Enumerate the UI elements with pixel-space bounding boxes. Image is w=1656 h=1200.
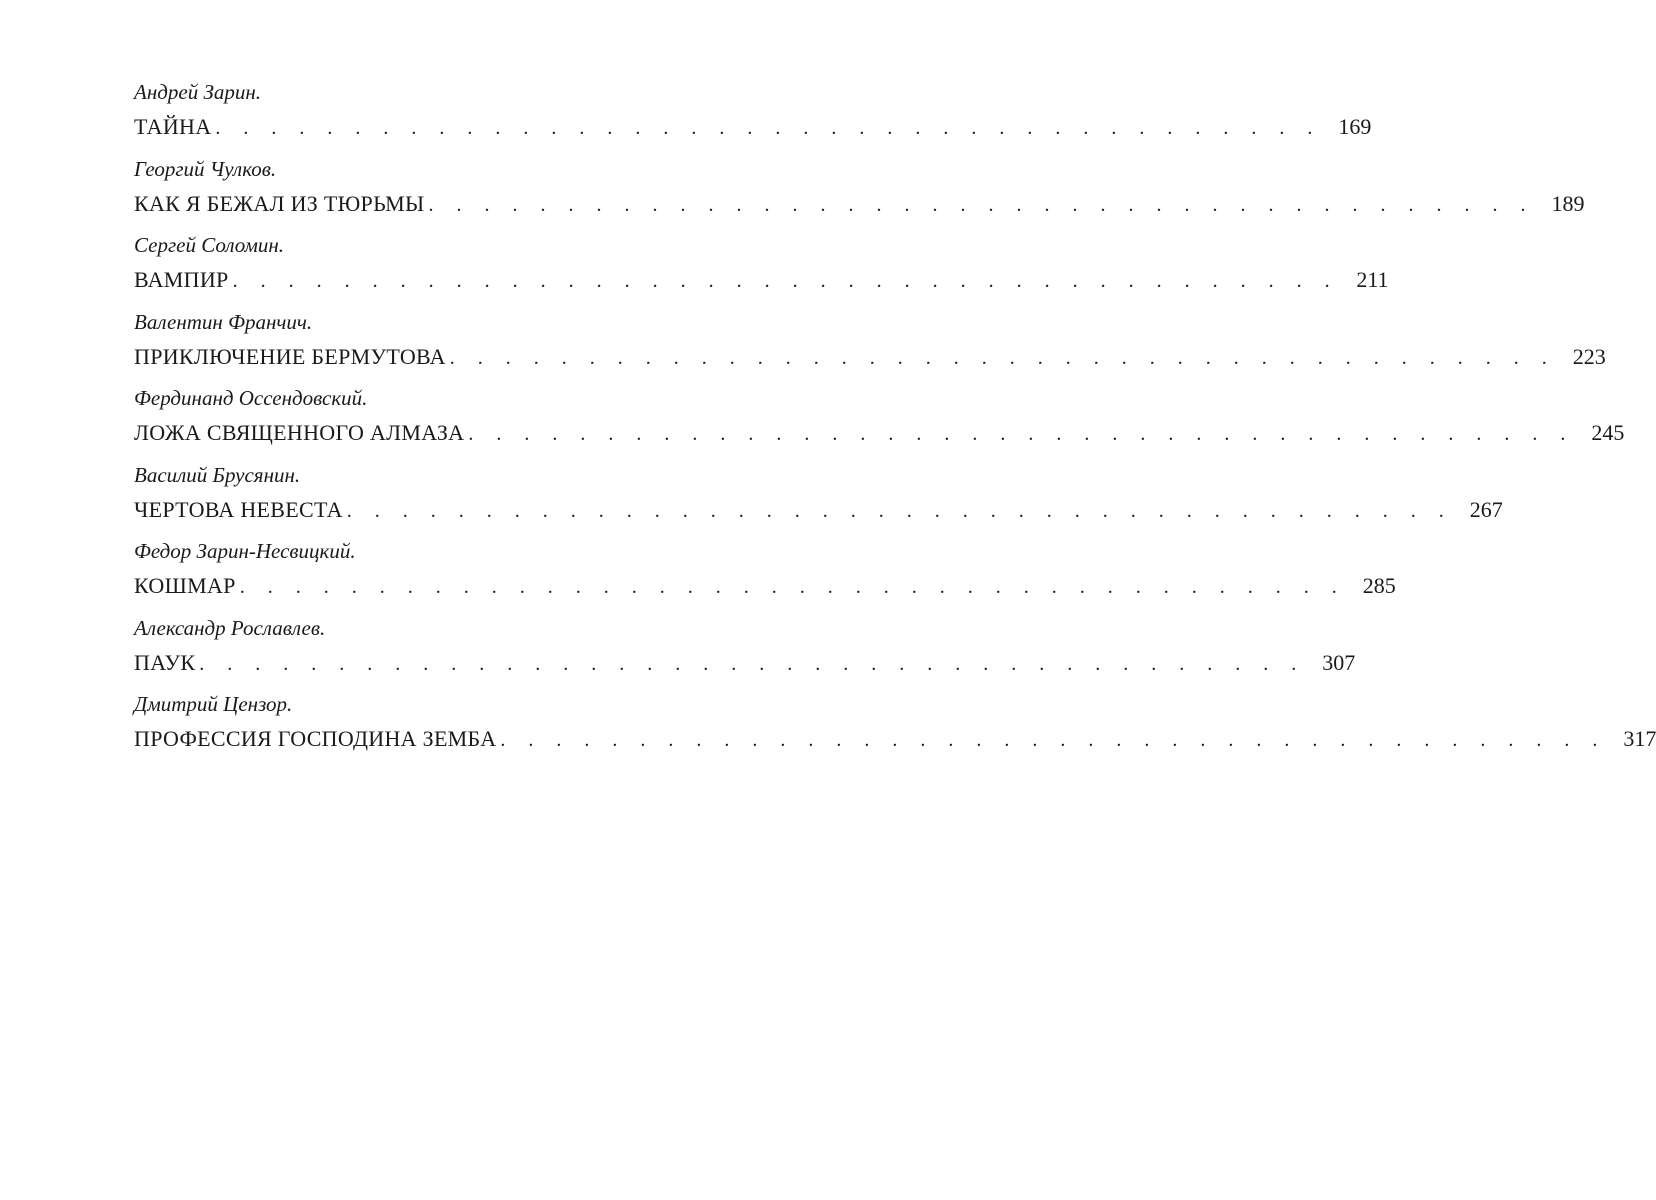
entry-page-number: 223 bbox=[1572, 343, 1606, 369]
toc-entry bbox=[134, 692, 1656, 769]
dot-leader: . . . . . . . . . . . . . . . . . . . . . . . . . . . . . . . . . . . . . . . . bbox=[215, 117, 1322, 139]
entry-page-number: 189 bbox=[1551, 190, 1585, 216]
dot-leader: . . . . . . . . . . . . . . . . . . . . . . . . . . . . . . . . . . . . . . . . bbox=[468, 423, 1575, 445]
dot-leader: . . . . . . . . . . . . . . . . . . . . . . . . . . . . . . . . . . . . . . . . bbox=[239, 576, 1346, 598]
entry-title-line[interactable] bbox=[134, 113, 1372, 142]
toc-entry bbox=[134, 80, 1372, 157]
entry-title: ЧЕРТОВА НЕВЕСТА bbox=[134, 496, 343, 522]
entry-author: Фердинанд Оссендовский. bbox=[134, 386, 368, 410]
entry-page-number: 267 bbox=[1469, 496, 1503, 522]
entry-author: Дмитрий Цензор. bbox=[134, 692, 293, 716]
entry-title-line[interactable] bbox=[134, 419, 1625, 448]
entry-title-line[interactable] bbox=[134, 266, 1389, 295]
entry-author: Георгий Чулков. bbox=[134, 156, 277, 181]
entry-title: КАК Я БЕЖАЛ ИЗ ТЮРЬМЫ bbox=[134, 190, 425, 216]
toc-entry bbox=[134, 386, 1625, 463]
toc-entry bbox=[134, 233, 1389, 310]
dot-leader: . . . . . . . . . . . . . . . . . . . . . . . . . . . . . . . . . . . . . . . . bbox=[232, 270, 1339, 292]
entry-title: ТАЙНА bbox=[134, 114, 212, 139]
entry-page-number: 317 bbox=[1623, 726, 1656, 751]
toc-entry bbox=[134, 615, 1356, 693]
entry-author: Федор Зарин-Несвицкий. bbox=[134, 539, 356, 563]
entry-title-line[interactable] bbox=[134, 343, 1606, 372]
entry-title-line[interactable] bbox=[134, 572, 1396, 601]
entry-page-number: 169 bbox=[1338, 114, 1372, 139]
entry-page-number: 245 bbox=[1591, 420, 1625, 445]
entry-title: ПРОФЕССИЯ ГОСПОДИНА ЗЕМБА bbox=[134, 726, 497, 751]
entry-title-line[interactable] bbox=[134, 649, 1356, 678]
entry-author: Андрей Зарин. bbox=[134, 80, 262, 104]
entry-author: Александр Рославлев. bbox=[134, 615, 326, 640]
entry-title: ВАМПИР bbox=[134, 267, 229, 292]
table-of-contents bbox=[134, 80, 1656, 769]
entry-title: ПРИКЛЮЧЕНИЕ БЕРМУТОВА bbox=[134, 343, 446, 369]
entry-title: ПАУК bbox=[134, 649, 196, 675]
entry-page-number: 211 bbox=[1356, 267, 1389, 292]
toc-entry bbox=[134, 156, 1585, 234]
entry-author: Валентин Франчич. bbox=[134, 309, 313, 334]
dot-leader: . . . . . . . . . . . . . . . . . . . . . . . . . . . . . . . . . . . . . . . . bbox=[500, 729, 1607, 751]
entry-title-line[interactable] bbox=[134, 725, 1656, 754]
entry-page-number: 285 bbox=[1362, 573, 1396, 598]
dot-leader: . . . . . . . . . . . . . . . . . . . . . . . . . . . . . . . . . . . . . . . . bbox=[449, 346, 1556, 369]
toc-entry bbox=[134, 462, 1503, 540]
entry-author: Сергей Соломин. bbox=[134, 233, 285, 257]
entry-title-line[interactable] bbox=[134, 190, 1585, 219]
entry-title: КОШМАР bbox=[134, 573, 236, 598]
entry-author: Василий Брусянин. bbox=[134, 462, 301, 487]
dot-leader: . . . . . . . . . . . . . . . . . . . . . . . . . . . . . . . . . . . . . . . . bbox=[199, 652, 1306, 675]
entry-page-number: 307 bbox=[1322, 649, 1356, 675]
dot-leader: . . . . . . . . . . . . . . . . . . . . . . . . . . . . . . . . . . . . . . . . bbox=[346, 499, 1453, 522]
toc-entry bbox=[134, 539, 1396, 616]
entry-title-line[interactable] bbox=[134, 496, 1503, 525]
entry-title: ЛОЖА СВЯЩЕННОГО АЛМАЗА bbox=[134, 420, 465, 445]
toc-entry bbox=[134, 309, 1606, 387]
dot-leader: . . . . . . . . . . . . . . . . . . . . . . . . . . . . . . . . . . . . . . . . bbox=[428, 193, 1535, 216]
